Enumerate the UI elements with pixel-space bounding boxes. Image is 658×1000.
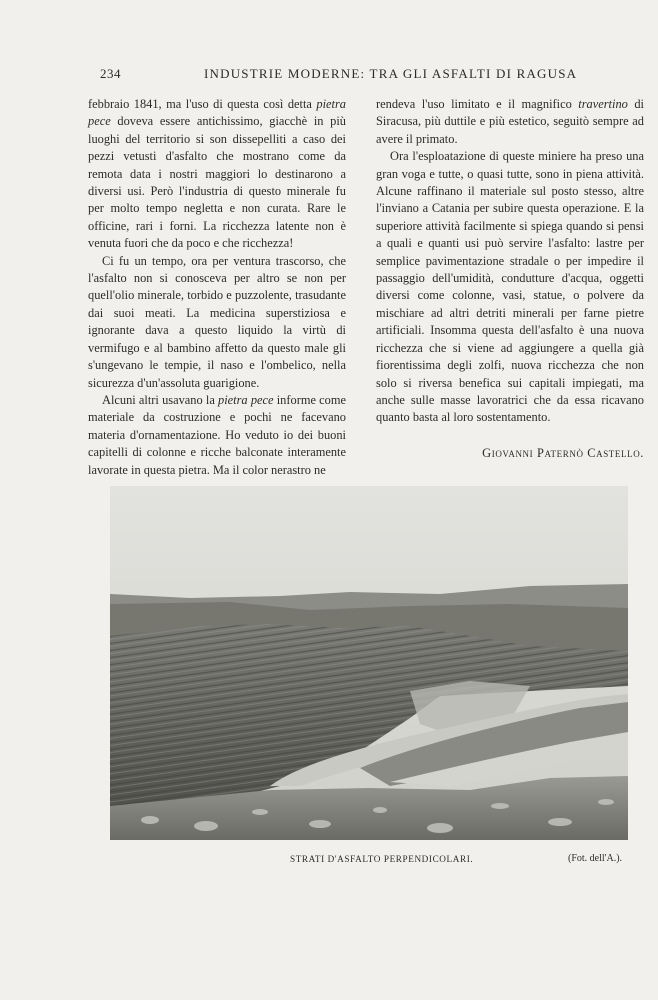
text-span: Alcuni altri usavano la [102, 392, 219, 407]
text-span: informe come materiale da costruzione e pochi ne facevano materia d'ornamentazione. Ho veduto io dei buoni capitelli di colonne e ricche balconate interamente lavorate in questa pietra. Ma il color nerastro ne [88, 392, 346, 477]
left-paragraph-2: Ci fu un tempo, ora per ventura trascorso, che l'asfalto non si conosceva per altro se non per quell'olio minerale, torbido e puzzolente, trasudante dai suoi meati. La medicina superstiziosa e ignorante dava a questo liquido la virtù di vermifugo e al bambino affetto da questo male gli s'ungevano le tempie, il naso e l'ombelico, nella sicurezza d'un'assoluta guarigione. [88, 253, 346, 390]
right-paragraph-2: Ora l'esploatazione di queste miniere ha preso una gran voga e tutte, o quasi tutte, sono in piena attività. Alcune raffinano il materiale sul posto stesso, altre l'inviano a Catania per subire questa operazione. E la superiore attività facilmente si spiega quando si pensi a quali e quanti usi può servire l'asfalto: lastre per semplice pavimentazione stradale o per impedire il passaggio dell'umidità, condutture d'acqua, oggetti diversi come colonne, vasi, statue, o polvere da mischiare ad altri detriti minerali per farne pietre artificiali. Insomma questa dell'asfalto è una nuova ricchezza che si viene ad aggiungere a quella già fiorentissima degli zolfi, nuova ricchezza che non solo si riversa benefica sui capitali impiegati, ma anche sulle masse lavoratrici che da essa ricavano quanto basta al loro sostentamento. [376, 149, 644, 425]
text-span: rendeva l'uso limitato e il magnifico [376, 97, 579, 111]
italic-term: travertino [578, 97, 628, 111]
left-paragraph-3 [88, 392, 346, 479]
figure-caption: STRATI D'ASFALTO PERPENDICOLARI. [290, 854, 474, 864]
text-span: febbraio 1841, ma l'uso di questa così detta [88, 97, 317, 111]
text-span: di Siracusa, più duttile e più estetico, seguitò sempre ad avere il primato. [376, 97, 644, 146]
photo-credit: (Fot. dell'A.). [568, 853, 623, 864]
left-paragraph-1 [88, 96, 346, 253]
running-head: INDUSTRIE MODERNE: TRA GLI ASFALTI DI RAGUSA [204, 66, 578, 81]
photo-illustration [110, 486, 628, 840]
left-column [88, 96, 346, 479]
asphalt-quarry-photo [110, 486, 628, 840]
italic-term: pietra pece [218, 392, 274, 407]
page-number: 234 [100, 66, 121, 81]
italic-term: pietra pece [88, 97, 346, 129]
right-column [376, 96, 644, 462]
right-paragraph-1 [376, 96, 644, 148]
text-span: doveva essere antichissimo, giacchè in più luoghi del territorio si son dissepelliti a caso dei pezzi vetusti d'asfalto che mostrano come da remota data i nostri maggiori lo destinarono a diversi usi. Però l'industria di questo minerale fu per molto tempo negletta e non curata. Rare le officine, rari i forni. La ricchezza latente non è venuta fuori che da poco e che ricchezza! [88, 114, 346, 251]
author-signature: Giovanni Paternò Castello. [482, 445, 644, 460]
